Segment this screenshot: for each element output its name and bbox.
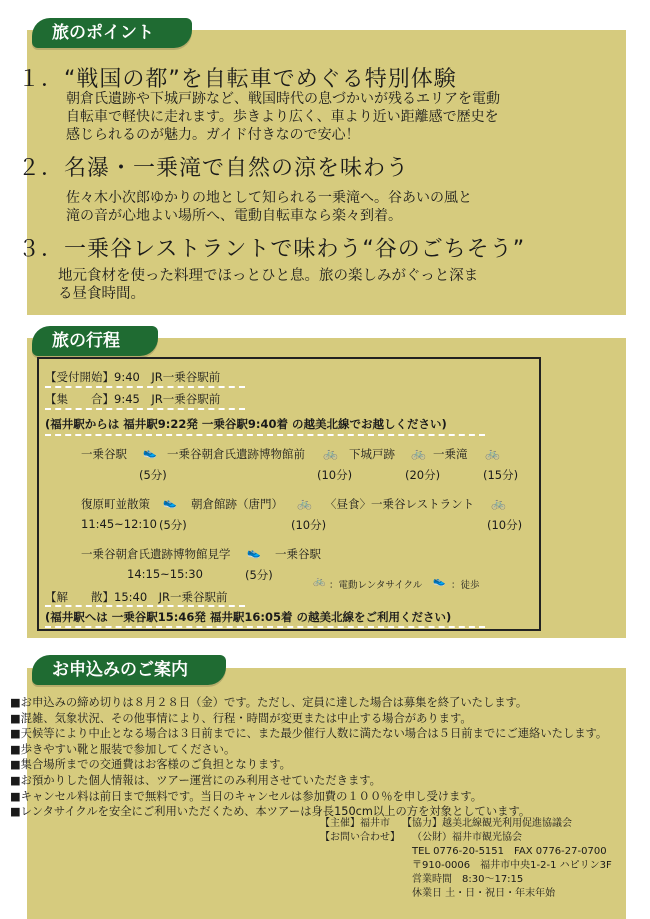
schedule-box [37, 357, 541, 631]
point-3-title: ３．一乗谷レストラントで味わう“谷のごちそう” [18, 237, 526, 262]
note-item: ■集合場所までの交通費はお客様のご負担となります。 [10, 758, 291, 772]
access-note: (福井駅からは 福井駅9:22発 一乗谷駅9:40着 の越美北線でお越しください) [45, 417, 447, 431]
reception-time: 【受付開始】9:40 JR一乗谷駅前 [45, 370, 221, 384]
duration: (10分) [291, 518, 327, 532]
apply-tab: お申込みのご案内 [32, 655, 226, 685]
bicycle-icon: 🚲 [297, 496, 312, 510]
shoe-icon: 👟 [143, 446, 157, 459]
duration: (20分) [405, 468, 441, 482]
bicycle-icon: 🚲 [323, 446, 338, 460]
stop-shimokido: 下城戸跡 [349, 447, 395, 461]
duration: (5分) [159, 518, 187, 532]
point-2-body: 佐々木小次郎ゆかりの地として知られる一乗滝へ。谷あいの風と 滝の音が心地よい場所へ、電動自転車なら楽々到着。 [66, 190, 472, 224]
note-item: ■レンタサイクルを安全にご利用いただくため、本ツアーは身長150cm以上の方を対象としています。 [10, 805, 531, 819]
note-item: ■歩きやすい靴と服装で参加してください。 [10, 742, 236, 756]
bicycle-icon: 🚲 [491, 496, 506, 510]
note-item: ■お申込みの締め切りは８月２８日（金）です。ただし、定員に達した場合は募集を終了いたします。 [10, 696, 528, 709]
bicycle-icon: 🚲 [485, 446, 500, 460]
point-1-body: 朝倉氏遺跡や下城戸跡など、戦国時代の息づかいが残るエリアを電動 自転車で軽快に走れます。歩きより広く、車より近い距離感で歴史を 感じられるのが魅力。ガイド付きなので安心！ [66, 91, 500, 143]
note-item: ■キャンセル料は前日まで無料です。当日のキャンセルは参加費の１００％を申し受けます。 [10, 789, 483, 803]
itinerary-tab: 旅の行程 [32, 326, 158, 356]
duration: (15分) [483, 468, 519, 482]
shoe-icon: 👟 [163, 496, 177, 509]
stop-townscape-walk: 復原町並散策 [81, 497, 150, 511]
duration: (5分) [245, 568, 273, 582]
point-2-title: ２．名瀑・一乗滝で自然の涼を味わう [18, 156, 410, 181]
note-item: ■混雑、気象状況、その他事情により、行程・時間が変更または中止する場合があります。 [10, 711, 472, 725]
stop-ichijodani-station-return: 一乗谷駅 [275, 547, 321, 561]
shoe-icon: 👟 [247, 546, 261, 559]
duration: (10分) [317, 468, 353, 482]
point-3-body: 地元食材を使った料理でほっとひと息。旅の楽しみがぐっと深ま る昼食時間。 [58, 268, 479, 302]
return-note: (福井駅へは 一乗谷駅15:46発 福井駅16:05着 の越美北線をご利用ください) [45, 610, 452, 624]
point-1-title: １．“戦国の都”を自転車でめぐる特別体験 [18, 67, 457, 92]
stop-asakura-yakata: 朝倉館跡（唐門） [191, 497, 283, 511]
stop-ichijo-falls: 一乗滝 [433, 447, 468, 461]
stop-ichijodani-station: 一乗谷駅 [81, 447, 127, 461]
stop-museum-front: 一乗谷朝倉氏遺跡博物館前 [167, 447, 305, 461]
shoe-icon: 👟 [433, 576, 446, 587]
bicycle-icon: 🚲 [313, 576, 326, 587]
duration: (5分) [139, 468, 167, 482]
business-hours: 営業時間 8:30～17:15 [412, 874, 524, 885]
note-item: ■お預かりした個人情報は、ツアー運営にのみ利用させていただきます。 [10, 773, 381, 787]
phone-fax: TEL 0776-20-5151 FAX 0776-27-0700 [412, 846, 607, 857]
legend-walk: ：徒歩 [451, 580, 480, 591]
stop-museum-visit: 一乗谷朝倉氏遺跡博物館見学 [81, 547, 231, 561]
dismiss-time: 【解 散】15:40 JR一乗谷駅前 [45, 590, 228, 604]
duration: (10分) [487, 518, 523, 532]
walk-time: 11:45~12:10 [81, 517, 157, 531]
stop-restaurant: 〈昼食〉一乗谷レストラント [325, 497, 475, 511]
holidays: 休業日 土・日・祝日・年末年始 [412, 888, 556, 899]
host-label: 【主催】福井市 [320, 818, 390, 829]
note-item: ■天候等により中止となる場合は３日前までに、また最少催行人数に満たない場合は５日前までにご連絡いたします。 [10, 727, 608, 741]
apply-notes [10, 695, 608, 820]
coop-label: 【協力】越美北線観光利用促進協議会 [402, 818, 572, 829]
address: 〒910-0006 福井市中央1-2-1 ハピリン3F [412, 860, 612, 871]
inquiry-label: 【お問い合わせ】 [320, 832, 400, 843]
legend-bike: ：電動レンタサイクル [329, 580, 423, 591]
meet-time: 【集 合】9:45 JR一乗谷駅前 [45, 392, 221, 406]
bicycle-icon: 🚲 [411, 446, 426, 460]
points-tab: 旅のポイント [32, 18, 192, 48]
organization: （公財）福井市観光協会 [412, 832, 522, 843]
visit-time: 14:15~15:30 [127, 567, 203, 581]
